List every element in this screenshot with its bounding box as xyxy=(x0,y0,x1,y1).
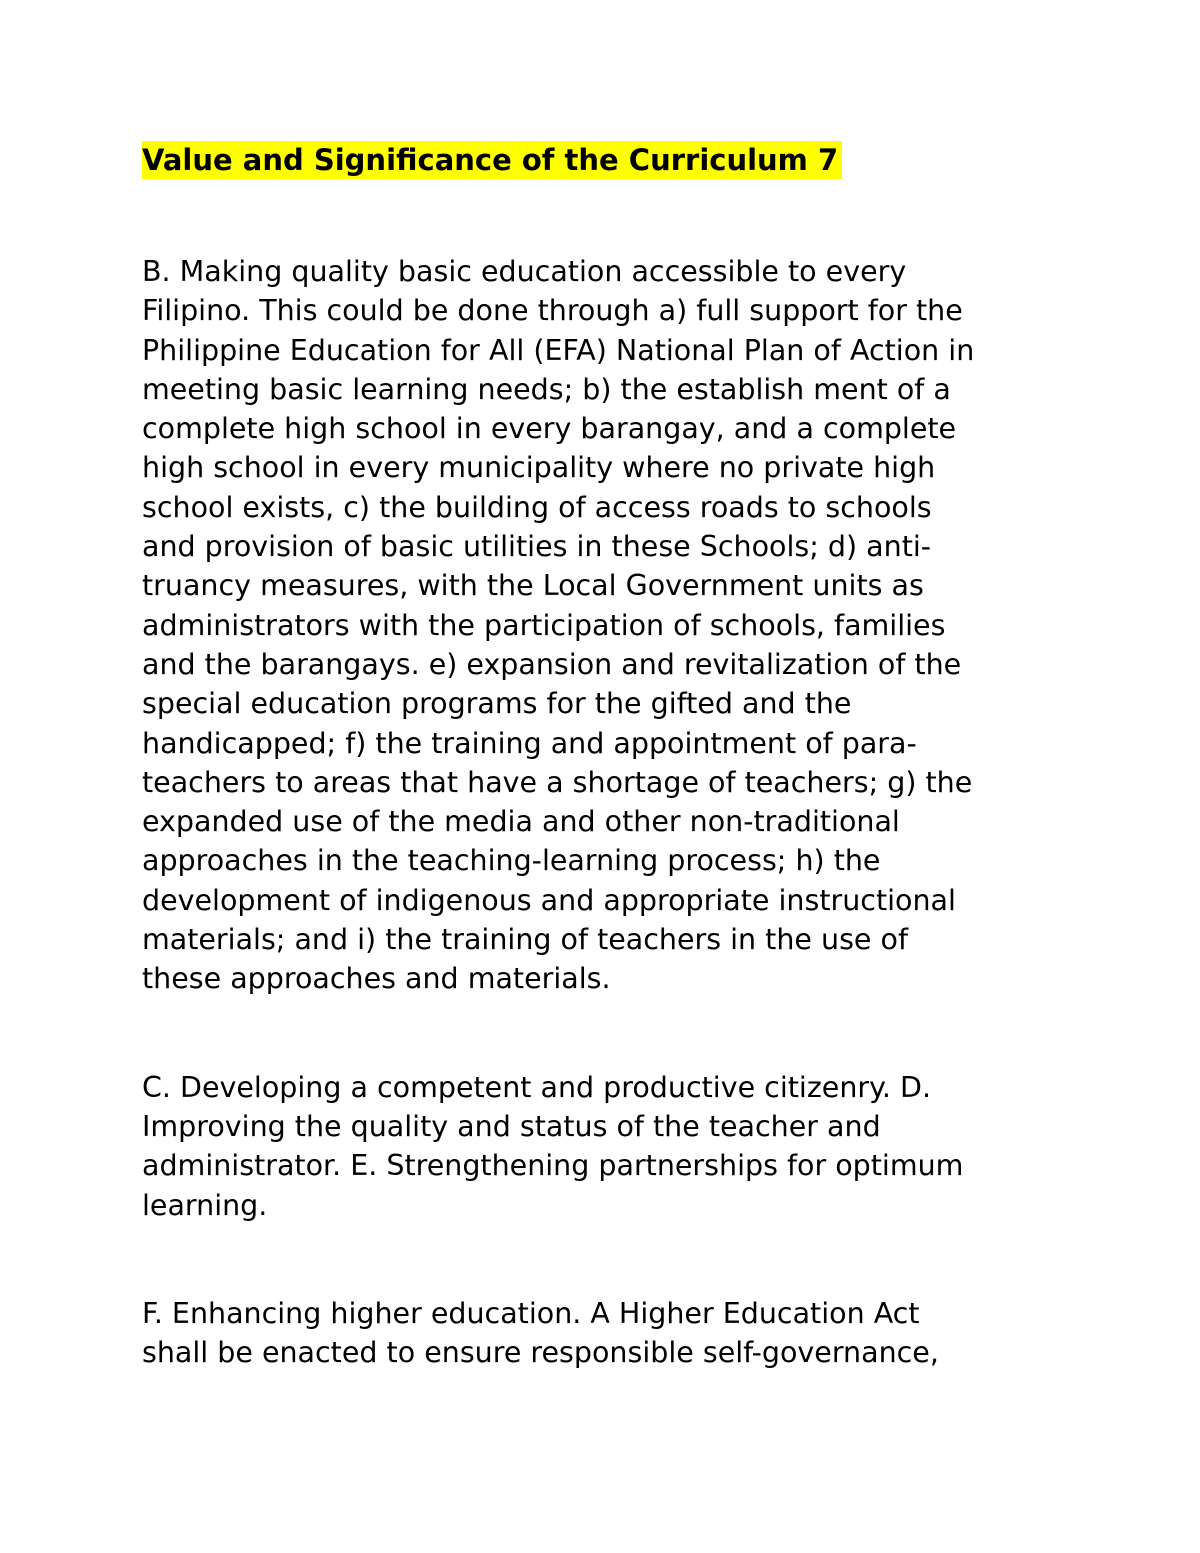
text-line: Improving the quality and status of the teacher and xyxy=(142,1109,881,1143)
title-highlight: Value and Significance of the Curriculum 7 xyxy=(142,141,842,179)
text-line: learning. xyxy=(142,1188,268,1222)
text-line: handicapped; f) the training and appointment of para- xyxy=(142,726,917,760)
text-line: materials; and i) the training of teachers in the use of xyxy=(142,923,908,957)
text-line: truancy measures, with the Local Government units as xyxy=(142,569,924,603)
text-line: high school in every municipality where no private high xyxy=(142,451,936,485)
paragraph-c xyxy=(142,1068,1072,1225)
text-line: Philippine Education for All (EFA) National Plan of Action in xyxy=(142,333,975,367)
text-line: Filipino. This could be done through a) full support for the xyxy=(142,294,963,328)
paragraph-b xyxy=(142,252,1072,999)
text-line: teachers to areas that have a shortage of teachers; g) the xyxy=(142,765,973,799)
text-line: special education programs for the gifted and the xyxy=(142,687,852,721)
document-page xyxy=(142,140,1072,1372)
text-line: school exists, c) the building of access roads to schools xyxy=(142,490,932,524)
text-line: administrator. E. Strengthening partnerships for optimum xyxy=(142,1149,964,1183)
text-line: C. Developing a competent and productive citizenry. D. xyxy=(142,1070,932,1104)
text-line: F. Enhancing higher education. A Higher Education Act xyxy=(142,1296,920,1330)
document-title xyxy=(142,140,1072,180)
text-line: meeting basic learning needs; b) the establish ment of a xyxy=(142,372,951,406)
text-line: and the barangays. e) expansion and revitalization of the xyxy=(142,647,962,681)
text-line: and provision of basic utilities in these Schools; d) anti- xyxy=(142,530,932,564)
text-line: these approaches and materials. xyxy=(142,962,611,996)
text-line: expanded use of the media and other non-traditional xyxy=(142,805,900,839)
text-line: complete high school in every barangay, and a complete xyxy=(142,412,957,446)
text-line: approaches in the teaching-learning process; h) the xyxy=(142,844,881,878)
paragraph-f xyxy=(142,1294,1072,1373)
text-line: administrators with the participation of schools, families xyxy=(142,608,946,642)
text-line: development of indigenous and appropriate instructional xyxy=(142,883,956,917)
text-line: shall be enacted to ensure responsible self-governance, xyxy=(142,1336,939,1370)
text-line: B. Making quality basic education accessible to every xyxy=(142,255,907,288)
